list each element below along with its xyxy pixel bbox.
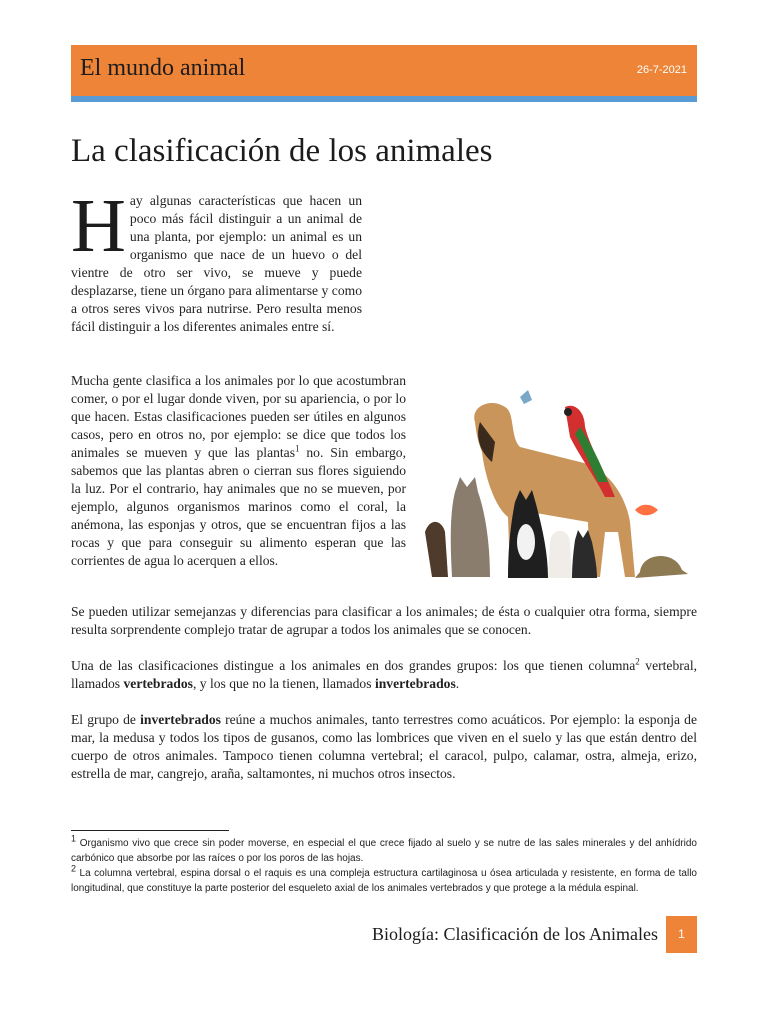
paragraph-text: , y los que no la tienen, llamados <box>192 676 375 691</box>
animals-group-photo <box>420 382 698 586</box>
ferret-shape <box>425 522 448 577</box>
footnote-1 <box>71 833 697 866</box>
paragraph-text: no. Sin embargo, sabemos que las plantas abren o cierran sus flores siguiendo la luz. Por el contrario, hay animales que no se mueven, por ejemplo, algunos organismos marinos como el coral, la anémona, las esponjas y otros, que se encuentran fijos a las rocas y que para conseguir su alimento esperan que las corrientes de agua lo acerquen a ellos. <box>71 445 406 568</box>
header-title: El mundo animal <box>80 55 246 81</box>
cat-shape <box>451 477 490 577</box>
footer-title: Biología: Clasificación de los Animales <box>372 924 658 944</box>
page-header <box>71 45 697 96</box>
page-number: 1 <box>666 916 697 953</box>
paragraph-groups <box>71 657 697 693</box>
paragraph-text: Una de las clasificaciones distingue a los animales en dos grandes grupos: los que tienen columna <box>71 658 636 673</box>
drop-cap: H <box>71 184 126 268</box>
paragraph-text: . <box>455 676 460 691</box>
term-invertebrados: invertebrados <box>374 676 456 691</box>
paragraph-intro-text: ay algunas características que hacen un poco más fácil distinguir a un animal de una planta, por ejemplo: un animal es un organismo que nace de un huevo o del vientre de otro ser vivo, se mueve y puede desplazarse, tiene un órgano para alimentarse y como a otros seres vivos para nutrirse. Pero resulta menos fácil distinguir a los diferentes animales entre sí. <box>71 193 362 334</box>
footnote-ref-2[interactable]: 2 <box>635 656 640 667</box>
term-invertebrados: invertebrados <box>140 712 221 727</box>
paragraph-text: Mucha gente clasifica a los animales por lo que acostumbran comer, o por el lugar donde viven, por su apariencia, o por lo que hacen. Estas clasificaciones pueden ser útiles en algunos casos, pero en otros no, por ejemplo: se dice que todos los animales se mueven y que las plantas <box>71 373 406 460</box>
header-accent-bar <box>71 96 697 102</box>
paragraph-text: reúne a muchos animales, tanto terrestres como acuáticos. Por ejemplo: la esponja de mar, la medusa y todos los tipos de gusanos, como las lombrices que viven en el suelo y las que están dentro del cuerpo de otros animales. Tampoco tienen columna vertebral; el caracol, pulpo, calamar, ostra, almeja, erizo, estrella de mar, cangrejo, araña, saltamontes, ni muchos otros insectos. <box>71 712 697 781</box>
footnote-2 <box>71 863 697 896</box>
paragraph-similarities: Se pueden utilizar semejanzas y diferencias para clasificar a los animales; de ésta o cualquier otra forma, siempre resulta sorprendente complejo tratar de agrupar a todos los animales que se conocen. <box>71 604 697 637</box>
term-vertebrados: vertebrados <box>123 676 193 691</box>
footnote-separator <box>71 830 229 831</box>
paragraph-invertebrates <box>71 711 697 783</box>
paragraph-intro <box>71 184 362 336</box>
footnote-number: 1 <box>71 833 77 844</box>
footnote-ref-1[interactable]: 1 <box>295 443 300 454</box>
paragraph-classification <box>71 372 406 570</box>
header-date: 26-7-2021 <box>636 64 687 76</box>
rabbit-shape <box>548 531 572 578</box>
turtle-shape <box>635 556 688 578</box>
document-title: La clasificación de los animales <box>71 133 493 169</box>
footnote-text: Organismo vivo que crece sin poder moverse, en especial el que crece fijado al suelo y se nutre de las sales minerales y del anhídrido carbónico que absorbe por las raíces o por los poros de las hojas. <box>71 838 697 864</box>
footnote-text: La columna vertebral, espina dorsal o el raquis es una compleja estructura cartilaginosa u ósea articulada y resistente, en forma de tallo longitudinal, que constituye la parte posterior del esqueleto axial de los animales vertebrados y que protege a la médula espinal. <box>71 868 697 894</box>
footnote-number: 2 <box>71 863 77 874</box>
paragraph-text: vertebral, llamados <box>71 658 697 691</box>
footnotes <box>71 833 697 896</box>
paragraph-text: El grupo de <box>71 712 141 727</box>
